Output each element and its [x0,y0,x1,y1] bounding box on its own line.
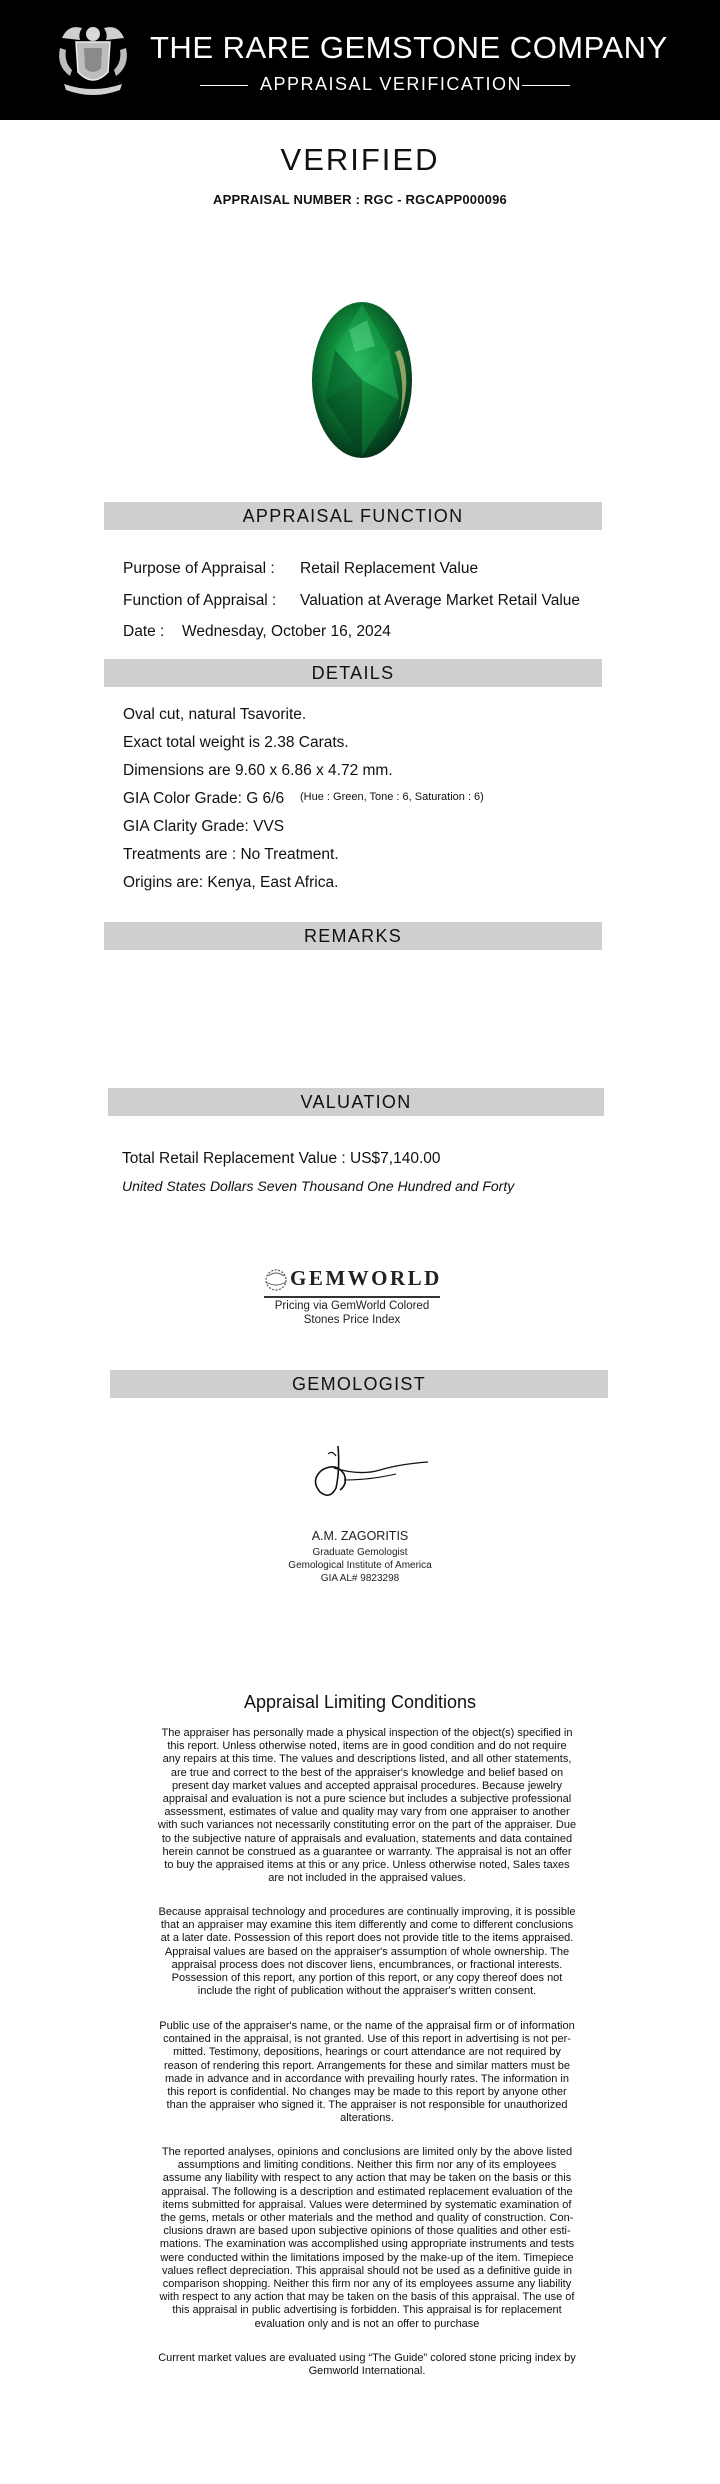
valuation-words: United States Dollars Seven Thousand One Hundred and Forty [122,1178,515,1194]
limiting-conditions-paragraph-5 [112,2352,622,2378]
purpose-label: Purpose of Appraisal : [123,560,275,577]
section-bar-gemologist: GEMOLOGIST [110,1370,608,1398]
subtitle-rule-right [522,85,570,86]
paragraph-line: Current market values are evaluated using “The Guide” colored stone pricing index by [158,2352,576,2364]
detail-weight: Exact total weight is 2.38 Carats. [123,734,349,751]
gemologist-title: Graduate Gemologist [312,1547,408,1558]
limiting-conditions-paragraph-1 [112,1727,622,1885]
paragraph-line: present day market values and accepted appraisal procedures. Because jewelry [171,1779,563,1792]
paragraph-line: were conducted within the limitations imposed by the make-up of the item. Timepiece [160,2251,574,2264]
paragraph-line: evaluation only and is not an offer to purchase [254,2317,480,2330]
detail-clarity-grade: GIA Clarity Grade: VVS [123,818,285,835]
paragraph-line: appraisal. The following is a description and estimated replacement evaluation of the [161,2185,573,2198]
paragraph-line: comparison shopping. Neither this firm nor any of its employees assume any liability [162,2278,572,2291]
limiting-conditions-paragraph-2 [112,1906,622,1998]
detail-color-grade: GIA Color Grade: G 6/6 [123,790,285,807]
paragraph-line: The reported analyses, opinions and conclusions are limited only by the above listed [161,2146,573,2158]
detail-treatments: Treatments are : No Treatment. [123,846,339,863]
paragraph-line: with respect to any action that may be taken on the basis of this appraisal. The use of [159,2291,575,2304]
section-bar-remarks: REMARKS [104,922,602,950]
paragraph-line: The appraiser has personally made a physical inspection of the object(s) specified in [161,1727,573,1739]
limiting-conditions-title: Appraisal Limiting Conditions [243,1692,477,1712]
paragraph-line: herein cannot be construed as a guarantee or warranty. The appraisal is not an offer [162,1845,572,1858]
paragraph-line: assumptions and limiting conditions. Neither this firm nor any of its employees [177,2159,557,2172]
section-bar-appraisal-function: APPRAISAL FUNCTION [104,502,602,530]
purpose-value: Retail Replacement Value [300,560,479,577]
paragraph-line: this appraisal in public advertising is forbidden. This appraisal is for replacement [172,2304,562,2317]
subtitle-row [200,72,570,98]
paragraph-line: appraisal and evaluation is not a pure science but includes a subjective professional [162,1793,572,1806]
company-crest-logo [54,18,132,100]
paragraph-line: this report is confidential. No changes may be made to this report by anyone other [167,2086,567,2099]
gemologist-institute: Gemological Institute of America [288,1560,432,1571]
detail-origins: Origins are: Kenya, East Africa. [123,874,339,891]
paragraph-line: at a later date. Possession of this report does not provide title to the items appraised. [160,1932,574,1945]
gemologist-signature [300,1440,435,1505]
gemologist-name: A.M. ZAGORITIS [311,1529,409,1543]
function-value: Valuation at Average Market Retail Value [300,592,581,609]
subtitle-rule-left [200,85,248,86]
gemworld-globe-icon [262,1266,290,1292]
paragraph-line: clusions drawn are based upon subjective opinions of those qualities and other esti- [163,2225,571,2238]
gemworld-rule [264,1296,440,1298]
paragraph-line: appraisal process does not discover liens, encumbrances, or fractional interests. [171,1958,563,1971]
company-name: THE RARE GEMSTONE COMPANY [150,30,668,65]
paragraph-line: items submitted for appraisal. Values were determined by systematic examination of [162,2198,572,2211]
paragraph-line: that an appraiser may examine this item differently and come to different conclusions [160,1919,574,1932]
section-bar-valuation: VALUATION [108,1088,604,1116]
paragraph-line: the gems, metals or other materials and the method and quality of construction. Con- [160,2212,574,2225]
paragraph-line: assume any liability with respect to any action that may be taken on the basis or this [162,2172,572,2185]
tsavorite-gem-image [295,290,430,470]
paragraph-line: reason of rendering this report. Arrangements for these and similar matters must be [164,2059,570,2072]
page-subtitle: APPRAISAL VERIFICATION [260,74,523,94]
detail-dimensions: Dimensions are 9.60 x 6.86 x 4.72 mm. [123,762,393,779]
paragraph-line: mitted. Testimony, depositions, hearings or court attendance are not required by [173,2046,561,2059]
paragraph-line: contained in the appraisal, is not granted. Use of this report in advertising is not per- [163,2033,571,2046]
paragraph-line: alterations. [340,2112,394,2125]
paragraph-line: to the subjective nature of appraisals and evaluation, statements and data contained [161,1832,573,1845]
verified-status: VERIFIED [280,142,440,177]
function-label: Function of Appraisal : [123,592,277,609]
appraisal-number: APPRAISAL NUMBER : RGC - RGCAPP000096 [213,192,507,207]
paragraph-line: Public use of the appraiser's name, or the name of the appraisal firm or of information [159,2020,575,2032]
paragraph-line: with such variances not necessarily constituting error on the part of the appraiser. Due [157,1819,577,1832]
paragraph-line: made in advance and in accordance with prevailing hourly rates. The information in [165,2072,569,2085]
limiting-conditions-paragraph-4 [112,2146,622,2331]
section-bar-details: DETAILS [104,659,602,687]
paragraph-line: include the right of publication without the appraiser's written consent. [197,1985,537,1998]
date-value: Wednesday, October 16, 2024 [182,623,391,640]
paragraph-line: mations. The examination was accomplished using appropriate instruments and tests [159,2238,575,2251]
gemworld-caption-line2: Stones Price Index [303,1314,401,1326]
paragraph-line: are true and correct to the best of the appraiser's knowledge and belief based on [170,1766,564,1779]
detail-cut: Oval cut, natural Tsavorite. [123,706,307,723]
paragraph-line: Because appraisal technology and procedures are continually improving, it is possible [158,1906,576,1918]
gemworld-logo-block [262,1262,452,1332]
paragraph-line: this report. Unless otherwise noted, items are in good condition and do not require [167,1740,567,1753]
gemologist-gia-id: GIA AL# 9823298 [320,1573,400,1584]
paragraph-line: Gemworld International. [308,2365,426,2378]
paragraph-line: assessment, estimates of value and quality may vary from one appraiser to another [164,1806,570,1819]
date-label: Date : [123,623,165,640]
paragraph-line: Possession of this report, any portion of this report, or any copy thereof does not [171,1972,563,1985]
paragraph-line: any repairs at this time. The values and descriptions listed, and all other statements, [162,1753,572,1766]
paragraph-line: to buy the appraised items at this or any price. Unless otherwise noted, Sales taxes [164,1859,570,1872]
paragraph-line: are not included in the appraised values. [268,1872,466,1885]
limiting-conditions-paragraph-3 [112,2020,622,2126]
detail-color-note: (Hue : Green, Tone : 6, Saturation : 6) [300,791,484,803]
paragraph-line: than the appraiser who signed it. The appraiser is not responsible for unauthorized [166,2099,568,2112]
paragraph-line: Appraisal values are based on the appraiser's assumption of whole ownership. The [164,1945,570,1958]
valuation-total: Total Retail Replacement Value : US$7,140.00 [122,1150,441,1167]
paragraph-line: values reflect depreciation. This appraisal should not be used as a definitive guide in [161,2264,573,2277]
gemworld-caption-line1: Pricing via GemWorld Colored [274,1300,430,1312]
gemworld-name: GEMWORLD [290,1266,442,1290]
